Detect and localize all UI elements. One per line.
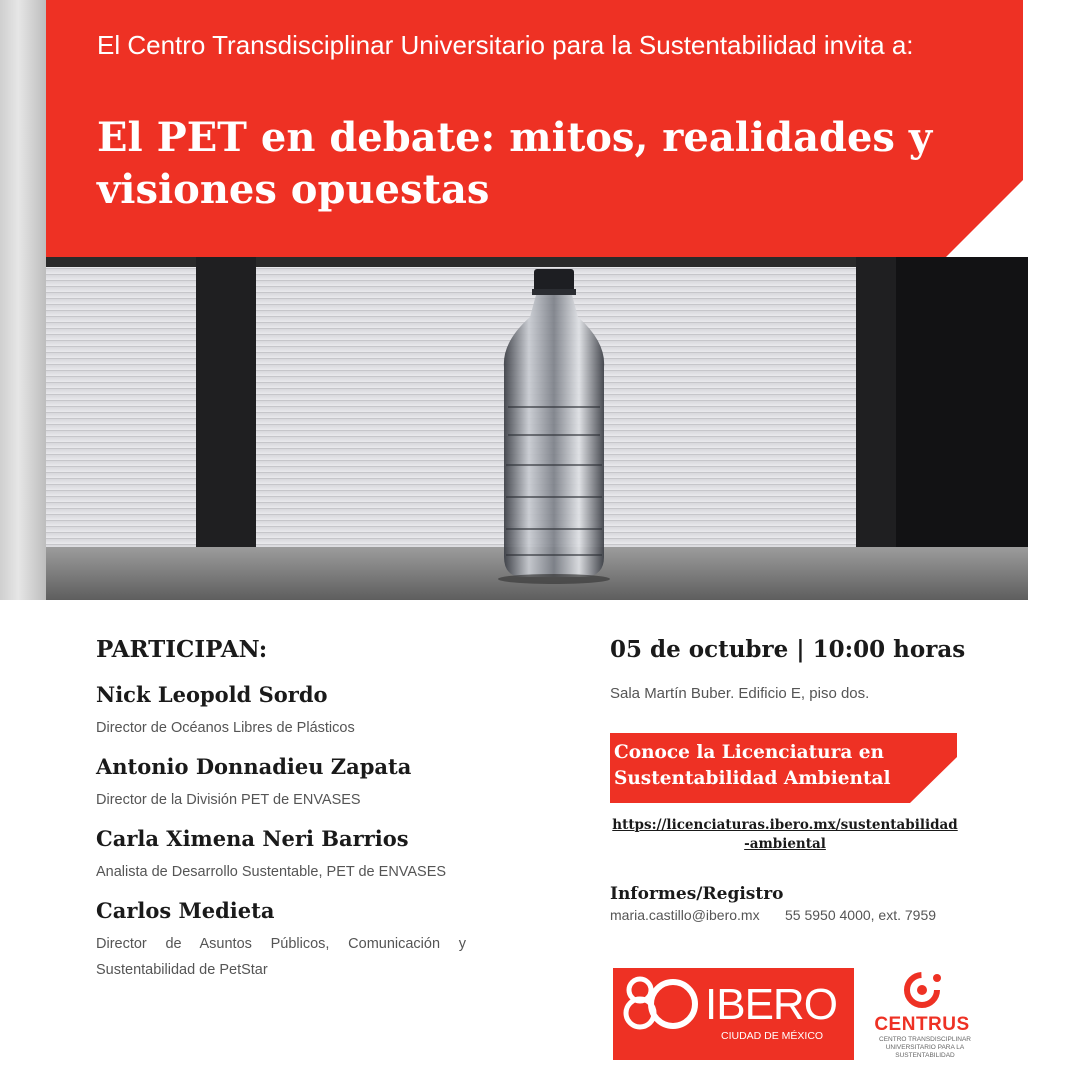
- invite-line: El Centro Transdisciplinar Universitario para la Sustentabilidad invita a:: [97, 30, 914, 60]
- speaker-item: [96, 753, 466, 813]
- speaker-name: Nick Leopold Sordo: [96, 682, 328, 707]
- contact-phone: 55 5950 4000, ext. 7959: [785, 907, 937, 923]
- contact-email-link[interactable]: maria.castillo@ibero.mx: [610, 907, 760, 923]
- info-heading: Informes/Registro: [610, 884, 784, 904]
- ibero-logo: [613, 968, 854, 1060]
- centrus-wordmark: CENTRUS: [874, 1014, 970, 1035]
- centrus-full-name: CENTRO TRANSDISCIPLINAR UNIVERSITARIO PARA LA SUSTENTABILIDAD: [879, 1036, 971, 1059]
- program-link[interactable]: https://licenciaturas.ibero.mx/sustentabilidad-ambiental: [612, 817, 958, 852]
- bottle-photo-illustration: [46, 257, 1028, 600]
- ibero-city: CIUDAD DE MÉXICO: [721, 1030, 824, 1042]
- event-date-time: 05 de octubre | 10:00 horas: [610, 636, 966, 663]
- centrus-logo: [866, 968, 978, 1064]
- speaker-name: Carlos Medieta: [96, 898, 275, 923]
- speaker-role: Director de Asuntos Públicos, Comunicación y Sustentabilidad de PetStar: [96, 936, 466, 978]
- speaker-role: Director de la División PET de ENVASES: [96, 792, 361, 808]
- bottle-photo: [46, 257, 1028, 600]
- ibero-wordmark: IBERO: [705, 980, 837, 1029]
- speaker-role: Analista de Desarrollo Sustentable, PET de ENVASES: [96, 864, 447, 880]
- speaker-item: [96, 681, 466, 741]
- participants-heading: PARTICIPAN:: [96, 636, 268, 663]
- speaker-role: Director de Océanos Libres de Plásticos: [96, 720, 355, 736]
- concrete-wall-strip: [0, 0, 46, 600]
- centrus-emblem-icon: [866, 968, 978, 1014]
- speaker-item: [96, 825, 466, 885]
- event-venue: Sala Martín Buber. Edificio E, piso dos.: [610, 685, 870, 702]
- speaker-name: Carla Ximena Neri Barrios: [96, 826, 409, 851]
- speaker-item: [96, 897, 466, 983]
- cta-text: Conoce la Licenciatura en Sustentabilidad Ambiental: [614, 742, 891, 789]
- speaker-name: Antonio Donnadieu Zapata: [96, 754, 412, 779]
- event-title: El PET en debate: mitos, realidades y visiones opuestas: [97, 114, 933, 213]
